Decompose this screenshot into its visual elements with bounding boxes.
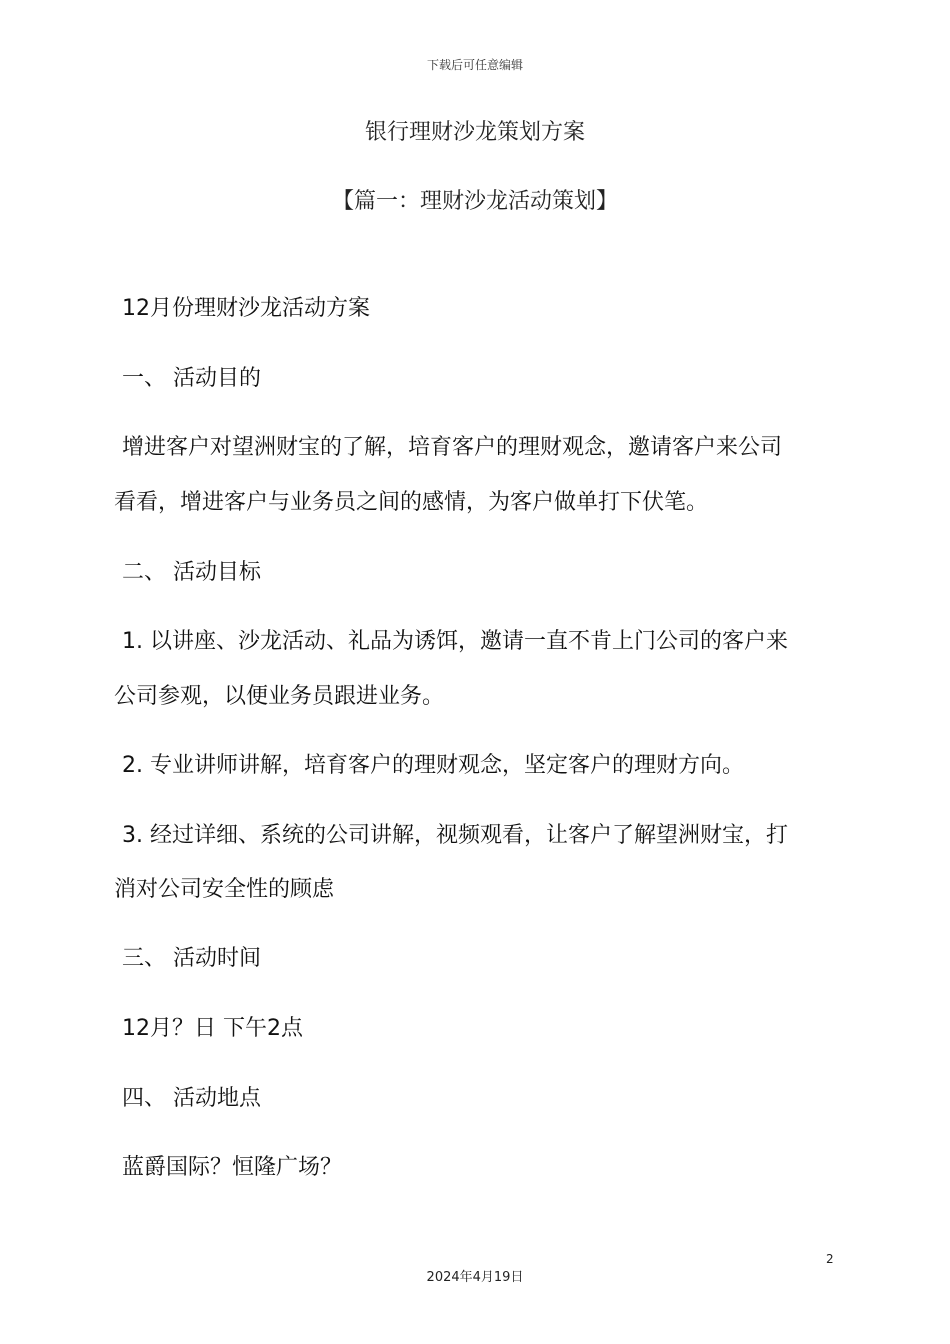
paragraph-purpose-line-1: 增进客户对望洲财宝的了解，培育客户的理财观念，邀请客户来公司 <box>122 435 783 460</box>
goal-2: 2. 专业讲师讲解，培育客户的理财观念，坚定客户的理财方向。 <box>122 753 744 778</box>
section-heading-location: 四、 活动地点 <box>122 1086 261 1111</box>
section-heading-goals: 二、 活动目标 <box>122 560 261 585</box>
document-subtitle: 【篇一：理财沙龙活动策划】 <box>331 189 618 214</box>
goal-3-line-1: 3. 经过详细、系统的公司讲解，视频观看，让客户了解望洲财宝，打 <box>122 823 788 848</box>
goal-3-line-2: 消对公司安全性的顾虑 <box>114 877 335 902</box>
header-note: 下载后可任意编辑 <box>426 58 523 72</box>
event-location: 蓝爵国际？恒隆广场？ <box>122 1155 343 1180</box>
footer-date: 2024年4月19日 <box>426 1270 524 1285</box>
goal-1-line-2: 公司参观，以便业务员跟进业务。 <box>114 684 445 709</box>
section-heading-time: 三、 活动时间 <box>122 946 261 971</box>
section-heading-plan: 12月份理财沙龙活动方案 <box>122 296 370 321</box>
section-heading-purpose: 一、 活动目的 <box>122 366 261 391</box>
page-number: 2 <box>826 1252 834 1266</box>
goal-1-line-1: 1. 以讲座、沙龙活动、礼品为诱饵，邀请一直不肯上门公司的客户来 <box>122 629 788 654</box>
document-title: 银行理财沙龙策划方案 <box>364 120 585 145</box>
paragraph-purpose-line-2: 看看，增进客户与业务员之间的感情，为客户做单打下伏笔。 <box>114 490 709 515</box>
event-time: 12月？日 下午2点 <box>122 1016 303 1041</box>
